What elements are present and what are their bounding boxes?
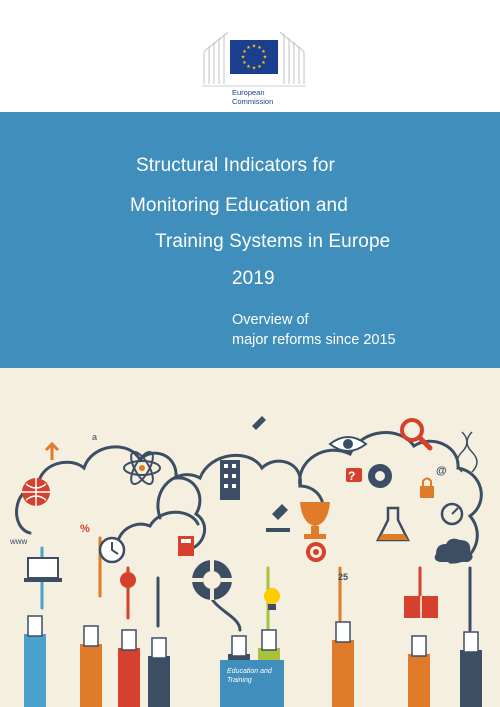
share-icon bbox=[120, 572, 136, 588]
building-icon bbox=[220, 460, 240, 500]
percent-label: % bbox=[80, 523, 90, 535]
eu-star-icon: ★ bbox=[257, 64, 262, 71]
series-badge-line2: Training bbox=[227, 677, 252, 684]
eu-star-icon: ★ bbox=[251, 43, 257, 50]
gauge-icon bbox=[442, 504, 462, 524]
logo-wordmark bbox=[232, 88, 273, 106]
logo-name-line1: European bbox=[232, 88, 265, 97]
eu-star-icon: ★ bbox=[246, 64, 251, 71]
trophy-icon bbox=[300, 502, 330, 539]
letter-a-label: a bbox=[92, 432, 98, 442]
logo-name-line2: Commission bbox=[232, 97, 274, 106]
laptop-icon bbox=[24, 558, 62, 582]
lifebuoy-icon bbox=[192, 560, 232, 600]
dna-icon bbox=[457, 432, 477, 472]
eu-star-icon: ★ bbox=[262, 54, 268, 61]
book-icon bbox=[404, 596, 438, 618]
www-label: www bbox=[10, 537, 28, 546]
eu-star-icon: ★ bbox=[261, 49, 266, 56]
at-label: @ bbox=[436, 465, 447, 477]
globe-icon bbox=[22, 478, 50, 506]
title-line-1: Structural Indicators for bbox=[136, 155, 335, 176]
subtitle-line-1: Overview of bbox=[232, 312, 309, 328]
series-badge-line1: Education and bbox=[227, 668, 272, 675]
series-badge-text bbox=[227, 667, 279, 685]
cloud-outline-center bbox=[158, 455, 323, 520]
eu-star-icon: ★ bbox=[246, 45, 251, 52]
eu-star-icon: ★ bbox=[261, 60, 266, 67]
upload-arrow-icon bbox=[46, 444, 58, 460]
education-icons-illustration bbox=[0, 368, 500, 707]
title-line-3: Training Systems in Europe bbox=[155, 231, 391, 252]
cloud-icon bbox=[435, 539, 473, 562]
gear-icon bbox=[368, 464, 392, 488]
eu-star-icon: ★ bbox=[257, 45, 262, 52]
question-label: ? bbox=[348, 469, 356, 483]
flask-icon bbox=[378, 508, 408, 540]
atom-icon bbox=[124, 449, 160, 487]
target-icon bbox=[306, 542, 326, 562]
title-year: 2019 bbox=[232, 268, 275, 289]
clock-icon bbox=[100, 538, 124, 562]
padlock-icon bbox=[420, 479, 434, 499]
eu-star-icon: ★ bbox=[242, 49, 247, 56]
bulb-icon bbox=[264, 588, 280, 610]
microscope-icon bbox=[266, 504, 290, 532]
eu-star-icon: ★ bbox=[251, 65, 257, 72]
number-25-label: 25 bbox=[338, 572, 349, 582]
eu-star-icon: ★ bbox=[242, 60, 247, 67]
subtitle-line-2: major reforms since 2015 bbox=[232, 332, 396, 348]
title-line-2: Monitoring Education and bbox=[130, 195, 348, 216]
eu-star-icon: ★ bbox=[240, 54, 246, 61]
pencil-icon bbox=[252, 416, 266, 430]
calculator-icon bbox=[178, 536, 194, 556]
cover-illustration bbox=[0, 368, 500, 707]
